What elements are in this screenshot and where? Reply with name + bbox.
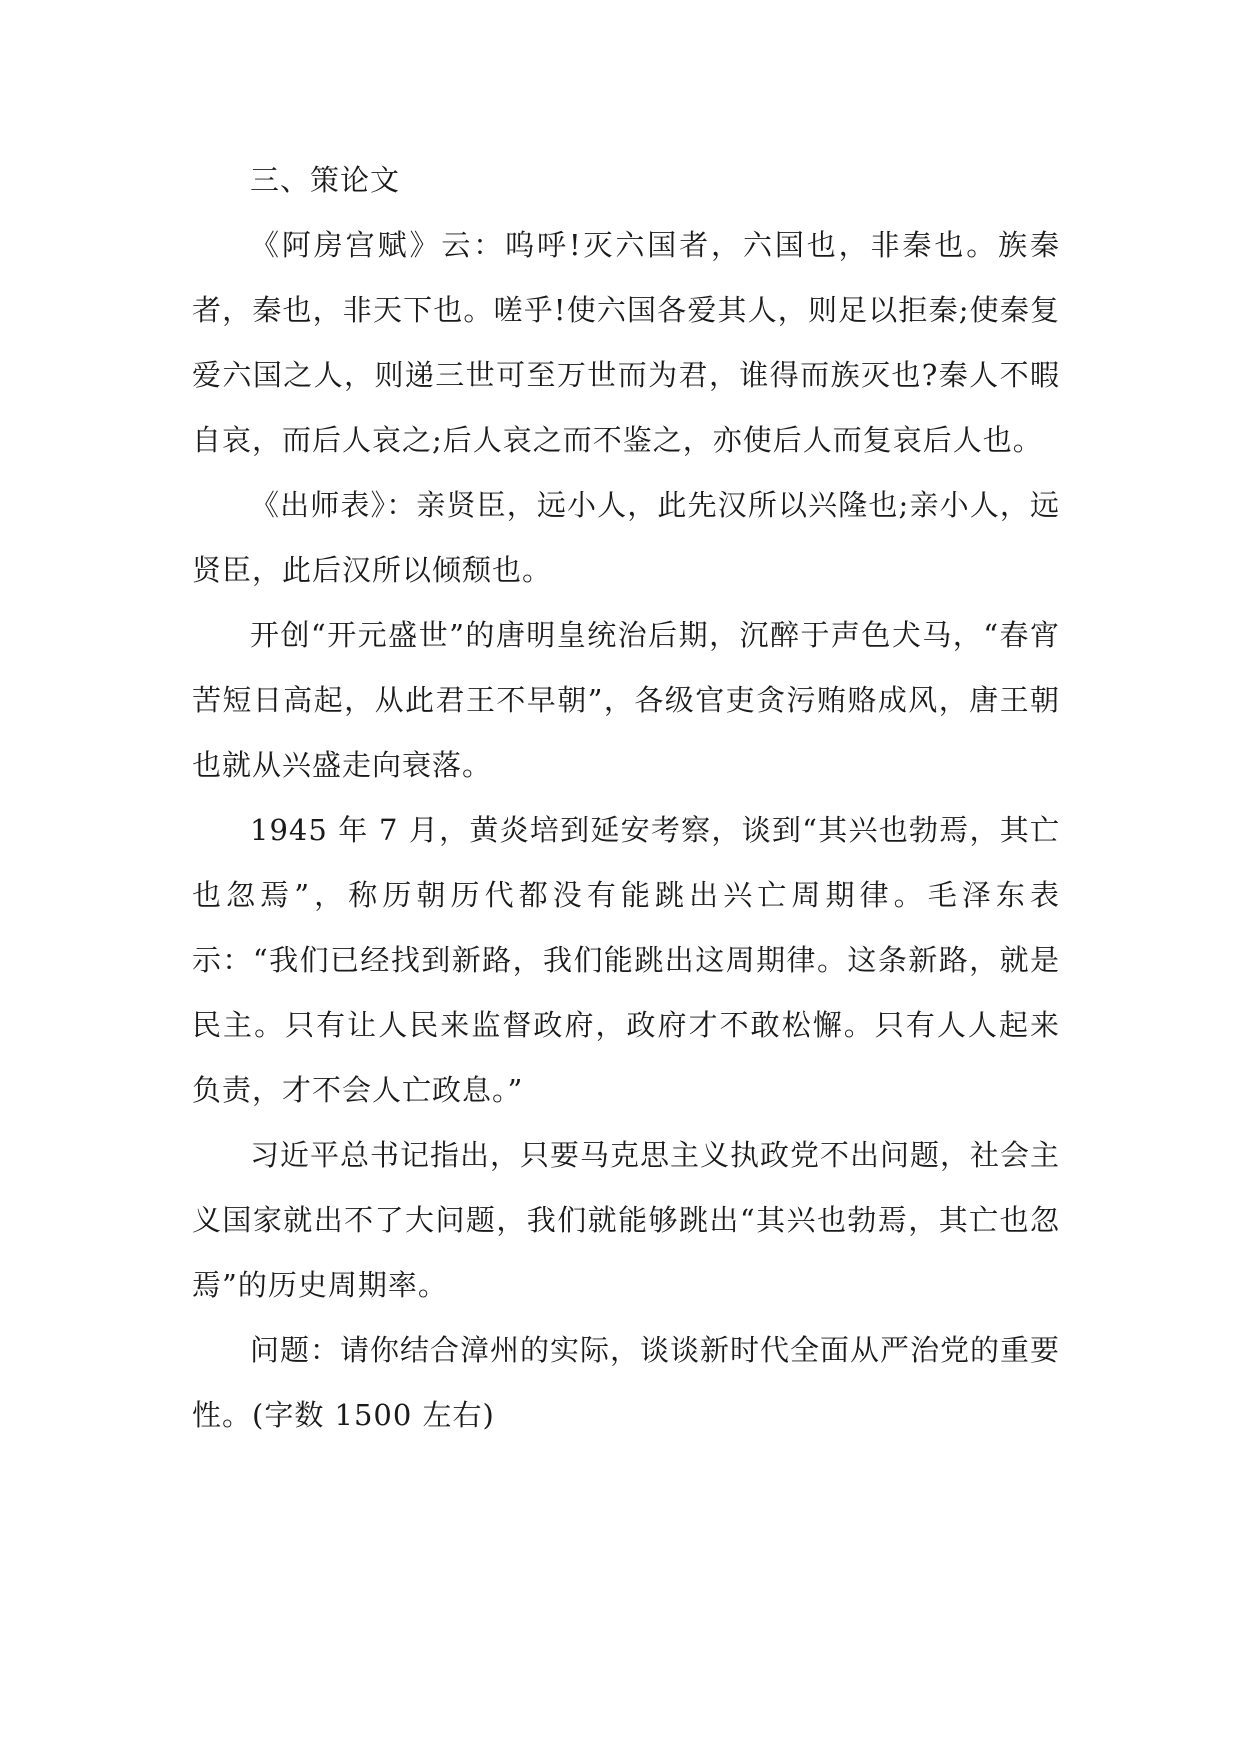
paragraph-afang-palace: 《阿房宫赋》云：呜呼!灭六国者，六国也，非秦也。族秦者，秦也，非天下也。嗟乎!使六国各爱其人，则足以拒秦;使秦复爱六国之人，则递三世可至万世而为君，谁得而族灭也?秦人不暇自哀，而后人哀之;后人哀之而不鉴之，亦使后人而复哀后人也。 (192, 228, 1060, 457)
paragraph-xi-jinping: 习近平总书记指出，只要马克思主义执政党不出问题，社会主义国家就出不了大问题，我们就能够跳出“其兴也勃焉，其亡也忽焉”的历史周期率。 (192, 1138, 1061, 1302)
paragraph-chushibiao: 《出师表》：亲贤臣，远小人，此先汉所以兴隆也;亲小人，远贤臣，此后汉所以倾颓也。 (192, 488, 1060, 587)
section-heading: 三、策论文 (250, 163, 401, 197)
document-body (192, 148, 1060, 1448)
paragraph-huang-yanpei: 1945 年 7 月，黄炎培到延安考察，谈到“其兴也勃焉，其亡也忽焉”，称历朝历代都没有能跳出兴亡周期律。毛泽东表示：“我们已经找到新路，我们能跳出这周期律。这条新路，就是民主。只有让人民来监督政府，政府才不敢松懈。只有人人起来负责，才不会人亡政息。” (192, 813, 1060, 1107)
paragraph-tang-emperor: 开创“开元盛世”的唐明皇统治后期，沉醉于声色犬马，“春宵苦短日高起，从此君王不早朝”，各级官吏贪污贿赂成风，唐王朝也就从兴盛走向衰落。 (192, 618, 1060, 782)
paragraph-question: 问题：请你结合漳州的实际，谈谈新时代全面从严治党的重要性。(字数 1500 左右) (192, 1333, 1061, 1432)
